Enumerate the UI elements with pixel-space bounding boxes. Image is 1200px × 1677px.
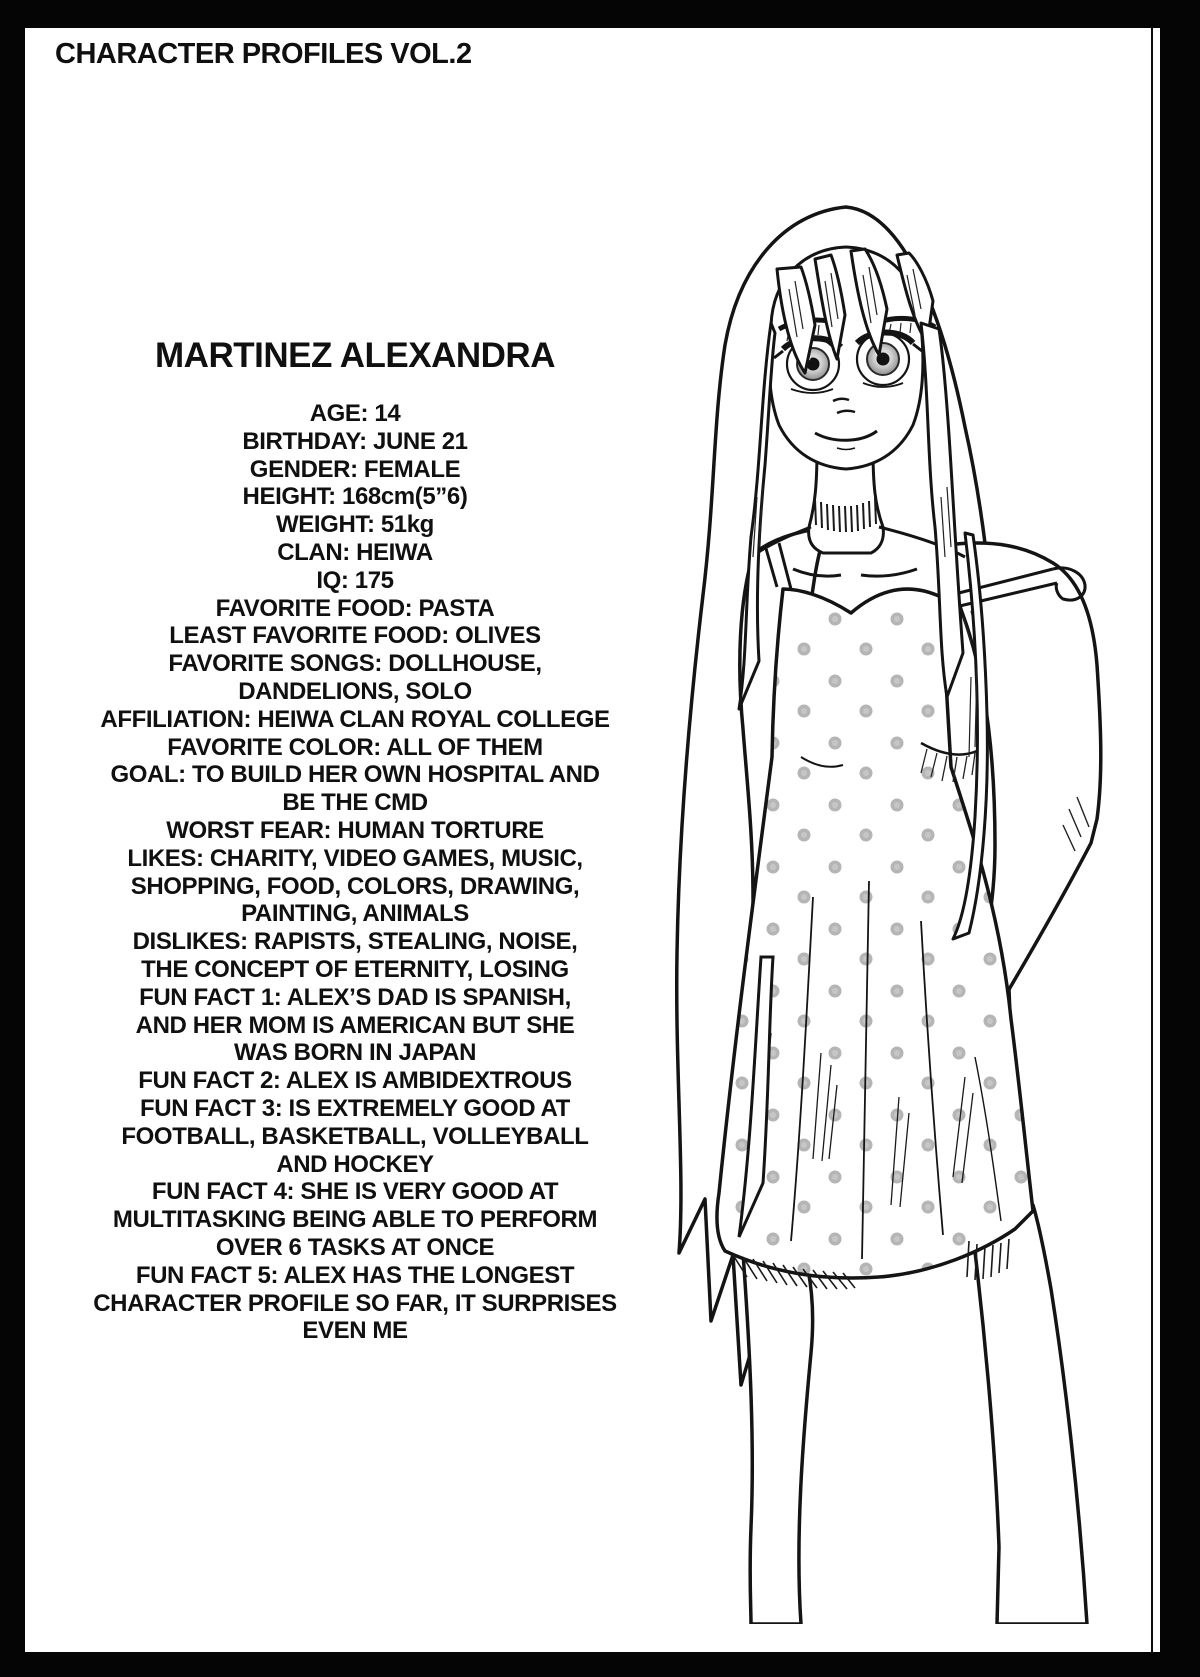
profile-page [25,28,1160,1652]
attribute-line: WORST FEAR: HUMAN TORTURE [166,816,544,844]
attribute-list [35,400,675,1345]
profile-text-block [35,336,675,1345]
attribute-line: EVEN ME [302,1317,408,1345]
attribute-line: FUN FACT 5: ALEX HAS THE LONGEST [135,1261,575,1289]
attribute-line: AND HER MOM IS AMERICAN BUT SHE [135,1011,575,1039]
attribute-line: BE THE CMD [282,789,428,817]
attribute-line: MULTITASKING BEING ABLE TO PERFORM [112,1206,598,1234]
attribute-line: BIRTHDAY: JUNE 21 [242,427,468,455]
attribute-line: GOAL: TO BUILD HER OWN HOSPITAL AND [110,761,600,789]
character-illustration [665,197,1115,1624]
attribute-line: LEAST FAVORITE FOOD: OLIVES [169,622,541,650]
page-title: CHARACTER PROFILES VOL.2 [55,38,472,70]
attribute-line: GENDER: FEMALE [249,455,461,483]
attribute-line: WAS BORN IN JAPAN [233,1039,477,1067]
attribute-line: FOOTBALL, BASKETBALL, VOLLEYBALL [121,1122,589,1150]
attribute-line: FUN FACT 2: ALEX IS AMBIDEXTROUS [138,1067,572,1095]
attribute-line: DANDELIONS, SOLO [238,677,472,705]
attribute-line: FUN FACT 1: ALEX’S DAD IS SPANISH, [139,983,571,1011]
attribute-line: HEIGHT: 168cm(5”6) [242,483,468,511]
attribute-line: FUN FACT 3: IS EXTREMELY GOOD AT [140,1094,570,1122]
attribute-line: AFFILIATION: HEIWA CLAN ROYAL COLLEGE [100,705,610,733]
attribute-line: DISLIKES: RAPISTS, STEALING, NOISE, [132,928,578,956]
attribute-line: FAVORITE SONGS: DOLLHOUSE, [168,650,542,678]
attribute-line: AGE: 14 [309,400,401,427]
attribute-line: THE CONCEPT OF ETERNITY, LOSING [141,955,569,983]
attribute-line: PAINTING, ANIMALS [241,900,469,928]
attribute-line: FUN FACT 4: SHE IS VERY GOOD AT [151,1178,559,1206]
attribute-line: WEIGHT: 51kg [276,511,434,539]
attribute-line: SHOPPING, FOOD, COLORS, DRAWING, [130,872,580,900]
attribute-line: CHARACTER PROFILE SO FAR, IT SURPRISES [93,1289,617,1317]
page-edge-shadow [1151,28,1153,1652]
attribute-line: IQ: 175 [316,566,394,594]
attribute-line: AND HOCKEY [276,1150,434,1178]
attribute-line: LIKES: CHARITY, VIDEO GAMES, MUSIC, [127,844,583,872]
attribute-line: CLAN: HEIWA [277,538,433,566]
attribute-line: FAVORITE FOOD: PASTA [215,594,495,622]
attribute-line: OVER 6 TASKS AT ONCE [215,1233,495,1261]
character-name: MARTINEZ ALEXANDRA [155,336,555,375]
attribute-line: FAVORITE COLOR: ALL OF THEM [167,733,543,761]
